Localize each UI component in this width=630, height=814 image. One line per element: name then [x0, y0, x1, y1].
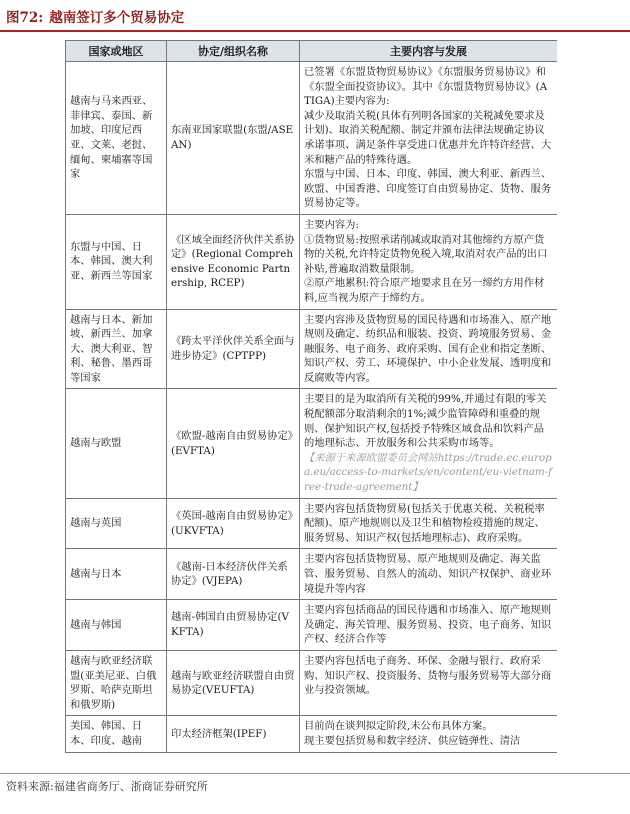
cell-content: [300, 600, 558, 651]
agreements-table-wrapper: [65, 40, 557, 768]
cell-content: [300, 309, 558, 389]
cell-region: 越南与英国: [66, 498, 167, 549]
cell-agreement: 印太经济框架(IPEF): [167, 716, 300, 752]
content-paragraph: 现主要包括贸易和数字经济、供应链弹性、清洁: [304, 734, 521, 747]
cell-region: 越南与欧亚经济联盟(亚美尼亚、白俄罗斯、哈萨克斯坦和俄罗斯): [66, 650, 167, 715]
content-paragraph: 目前尚在谈判拟定阶段,未公布具体方案。: [304, 720, 493, 733]
cell-content: [300, 389, 558, 498]
title-rule: [0, 30, 630, 32]
table-row: [66, 498, 558, 549]
cell-region: 东盟与中国、日本、韩国、澳大利亚、新西兰等国家: [66, 214, 167, 309]
table-row: [66, 389, 558, 498]
source-note: 资料来源:福建省商务厅、浙商证券研究所: [6, 780, 208, 793]
content-paragraph: 减少及取消关税(具体有列明各国家的关税减免要求及计划)、取消关税配额、制定并颁布法律法规确定协议承诺事项、满足条件享受进口优惠并允许特许经营、大米和糖产品的特殊待遇。: [304, 109, 552, 166]
cell-agreement: 越南与欧亚经济联盟自由贸易协定(VEUFTA): [167, 650, 300, 715]
content-paragraph: 主要内容包括货物贸易、原产地规则及确定、海关监管、服务贸易、自然人的流动、知识产权保护、商业环境提升等内容: [304, 553, 552, 595]
cell-content: [300, 716, 558, 752]
content-paragraph: 主要目的是为取消所有关税的99%,并通过有限的零关税配额部分取消剩余的1%;减少监管障碍和重叠的规则、保护知识产权,包括授予特殊区域食品和饮料产品的地理标志、开放服务和公共采购市场等。: [304, 393, 547, 450]
header-region: 国家或地区: [66, 41, 167, 62]
cell-agreement: 《跨太平洋伙伴关系全面与进步协定》(CPTPP): [167, 309, 300, 389]
header-agreement: 协定/组织名称: [167, 41, 300, 62]
cell-agreement: 《区域全面经济伙伴关系协定》(Regional Comprehensive Economic Partnership, RCEP): [167, 214, 300, 309]
content-paragraph: ②原产地累积:符合原产地要求且在另一缔约方用作材料,应当视为原产于缔约方。: [304, 277, 545, 304]
content-paragraph: 主要内容为:: [304, 218, 359, 231]
cell-content: [300, 549, 558, 600]
cell-content: [300, 498, 558, 549]
source-citation: 【来源于来源欧盟委员会网站https://trade.ec.europa.eu/access-to-markets/en/content/eu-vietnam-free-trade-agreement】: [304, 451, 552, 494]
content-paragraph: 主要内容包括货物贸易(包括关于优惠关税、关税税率配额)、原产地规则以及卫生和植物检疫措施的规定、服务贸易、知识产权(包括地理标志)、政府采购。: [304, 502, 545, 544]
table-header-row: [66, 41, 558, 62]
figure-title: [6, 6, 184, 26]
table-row: [66, 62, 558, 215]
table-row: [66, 549, 558, 600]
content-paragraph: 主要内容包括商品的国民待遇和市场准入、原产地规则及确定、海关管理、服务贸易、投资、电子商务、知识产权、经济合作等: [304, 604, 552, 646]
figure-caption: 越南签订多个贸易协定: [49, 10, 185, 26]
content-paragraph: 主要内容涉及货物贸易的国民待遇和市场准入、原产地规则及确定、纺织品和服装、投资、跨境服务贸易、金融服务、电子商务、政府采购、国有企业和指定垄断、知识产权、劳工、环境保护、中小企业发展、透明度和反腐败等内容。: [304, 313, 552, 384]
figure-number: 图72:: [6, 10, 44, 26]
content-paragraph: ①货物贸易:按照承诺削减或取消对其他缔约方原产货物的关税,允许特定货物免税入境,取消对农产品的出口补贴,普遍取消数量限制。: [304, 233, 548, 275]
agreements-table: [65, 40, 557, 753]
header-content: 主要内容与发展: [300, 41, 558, 62]
content-paragraph: 已签署《东盟货物贸易协议》《东盟服务贸易协议》和《东盟全面投资协议》。其中《东盟货物贸易协议》(ATIGA)主要内容为:: [304, 66, 548, 108]
footer-rule: [0, 773, 630, 774]
cell-agreement: 《英国-越南自由贸易协定》(UKVFTA): [167, 498, 300, 549]
content-paragraph: 东盟与中国、日本、印度、韩国、澳大利亚、新西兰、欧盟、中国香港、印度签订自由贸易协定、货物、服务贸易协定等。: [304, 168, 552, 210]
cell-agreement: 东南亚国家联盟(东盟/ASEAN): [167, 62, 300, 215]
table-row: [66, 600, 558, 651]
table-row: [66, 650, 558, 715]
cell-region: 越南与韩国: [66, 600, 167, 651]
table-row: [66, 309, 558, 389]
cell-region: 越南与日本: [66, 549, 167, 600]
cell-content: [300, 650, 558, 715]
content-paragraph: 主要内容包括电子商务、环保、金融与银行、政府采购、知识产权、投资服务、货物与服务贸易等大部分商业与投资领域。: [304, 654, 552, 697]
table-row: [66, 214, 558, 309]
cell-region: 越南与马来西亚、菲律宾、泰国、新加坡、印度尼西亚、文莱、老挝、缅甸、柬埔寨等国家: [66, 62, 167, 215]
cell-content: [300, 214, 558, 309]
cell-agreement: 《越南-日本经济伙伴关系协定》(VJEPA): [167, 549, 300, 600]
table-row: [66, 716, 558, 752]
cell-region: 美国、韩国、日本、印度、越南: [66, 716, 167, 752]
cell-agreement: 越南-韩国自由贸易协定(VKFTA): [167, 600, 300, 651]
cell-region: 越南与欧盟: [66, 389, 167, 498]
cell-content: [300, 62, 558, 215]
cell-agreement: 《欧盟-越南自由贸易协定》(EVFTA): [167, 389, 300, 498]
cell-region: 越南与日本、新加坡、新西兰、加拿大、澳大利亚、智利、秘鲁、墨西哥等国家: [66, 309, 167, 389]
